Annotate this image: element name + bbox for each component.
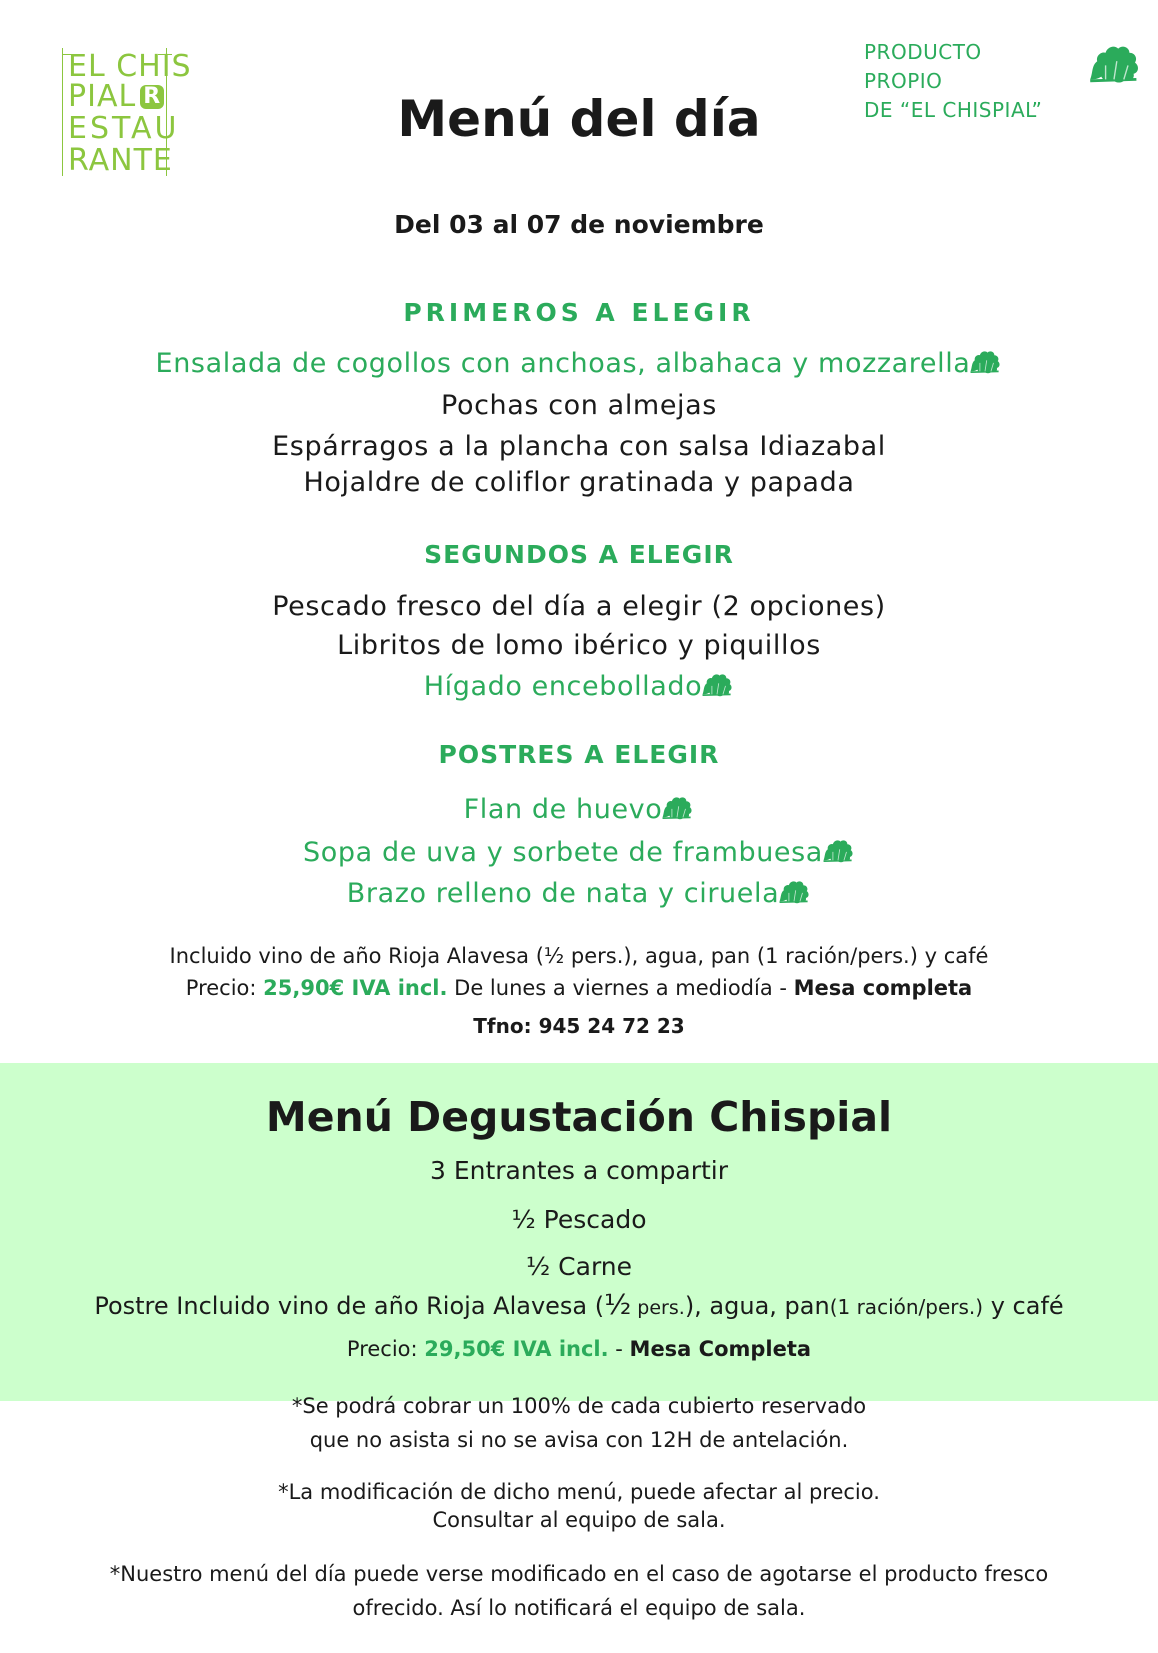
dish-item: Libritos de lomo ibérico y piquillos bbox=[337, 630, 821, 661]
note-line: *La modificación de dicho menú, puede afectar al precio. bbox=[278, 1480, 880, 1504]
note-line: *Nuestro menú del día puede verse modificado en el caso de agotarse el producto fresco bbox=[109, 1562, 1049, 1586]
oak-leaf-icon bbox=[821, 837, 855, 865]
logo-line-3: ESTAU bbox=[68, 111, 180, 146]
segundos-heading: SEGUNDOS A ELEGIR bbox=[424, 540, 734, 569]
oak-leaf-icon bbox=[1086, 40, 1142, 88]
oak-leaf-icon bbox=[660, 794, 694, 822]
oak-leaf-icon bbox=[968, 348, 1002, 376]
mesa-completa: Mesa completa bbox=[793, 976, 973, 1000]
page-title: Menú del día bbox=[397, 90, 761, 148]
tasting-price-value: 29,50€ IVA incl. bbox=[424, 1337, 609, 1361]
dish-item: Pescado fresco del día a elegir (2 opciones) bbox=[272, 591, 886, 622]
own-product-line-2: DE “EL CHISPIAL” bbox=[864, 98, 1043, 122]
price-line: Precio: 25,90€ IVA incl. De lunes a viernes a mediodía - Mesa completa bbox=[185, 976, 973, 1000]
note-line: *Se podrá cobrar un 100% de cada cubierto reservado bbox=[291, 1394, 867, 1418]
dish-item: Sopa de uva y sorbete de frambuesa bbox=[0, 837, 1158, 868]
logo-line-2: PIAL R bbox=[68, 82, 164, 112]
tasting-item: 3 Entrantes a compartir bbox=[429, 1156, 729, 1185]
primeros-heading: PRIMEROS A ELEGIR bbox=[403, 298, 755, 327]
dish-item: Pochas con almejas bbox=[441, 390, 717, 421]
logo-badge: R bbox=[140, 85, 164, 109]
tasting-menu-title: Menú Degustación Chispial bbox=[265, 1093, 893, 1141]
note-line: ofrecido. Así lo notificará el equipo de sala. bbox=[352, 1596, 806, 1620]
tasting-item: ½ Carne bbox=[525, 1252, 633, 1281]
oak-leaf-icon bbox=[700, 671, 734, 699]
tasting-postre-line: Postre Incluido vino de año Rioja Alavesa (½ pers.), agua, pan(1 ración/pers.) y café bbox=[94, 1288, 1064, 1321]
tasting-mesa-completa: Mesa Completa bbox=[629, 1337, 812, 1361]
note-line: que no asista si no se avisa con 12H de antelación. bbox=[309, 1428, 849, 1452]
dish-item: Brazo relleno de nata y ciruela bbox=[0, 878, 1158, 909]
date-range: Del 03 al 07 de noviembre bbox=[394, 210, 764, 239]
dish-item: Ensalada de cogollos con anchoas, albahaca y mozzarella bbox=[0, 348, 1158, 379]
dish-item: Hojaldre de coliflor gratinada y papada bbox=[303, 467, 855, 498]
tasting-item: ½ Pescado bbox=[511, 1205, 647, 1234]
oak-leaf-icon bbox=[777, 878, 811, 906]
included-note: Incluido vino de año Rioja Alavesa (½ pers.), agua, pan (1 ración/pers.) y café bbox=[169, 944, 989, 968]
dish-item: Flan de huevo bbox=[0, 794, 1158, 825]
dish-item: Hígado encebollado bbox=[0, 671, 1158, 702]
phone-number: Tfno: 945 24 72 23 bbox=[473, 1014, 685, 1038]
price-value: 25,90€ IVA incl. bbox=[263, 976, 448, 1000]
tasting-price-line: Precio: 29,50€ IVA incl. - Mesa Completa bbox=[346, 1337, 812, 1361]
logo-line-4: RANTE bbox=[68, 143, 173, 178]
postres-heading: POSTRES A ELEGIR bbox=[438, 740, 720, 769]
note-line: Consultar al equipo de sala. bbox=[432, 1508, 726, 1532]
own-product-line-1: PRODUCTO PROPIO bbox=[864, 40, 982, 93]
dish-item: Espárragos a la plancha con salsa Idiazabal bbox=[272, 431, 886, 462]
logo-line-1: EL CHIS bbox=[68, 49, 192, 84]
